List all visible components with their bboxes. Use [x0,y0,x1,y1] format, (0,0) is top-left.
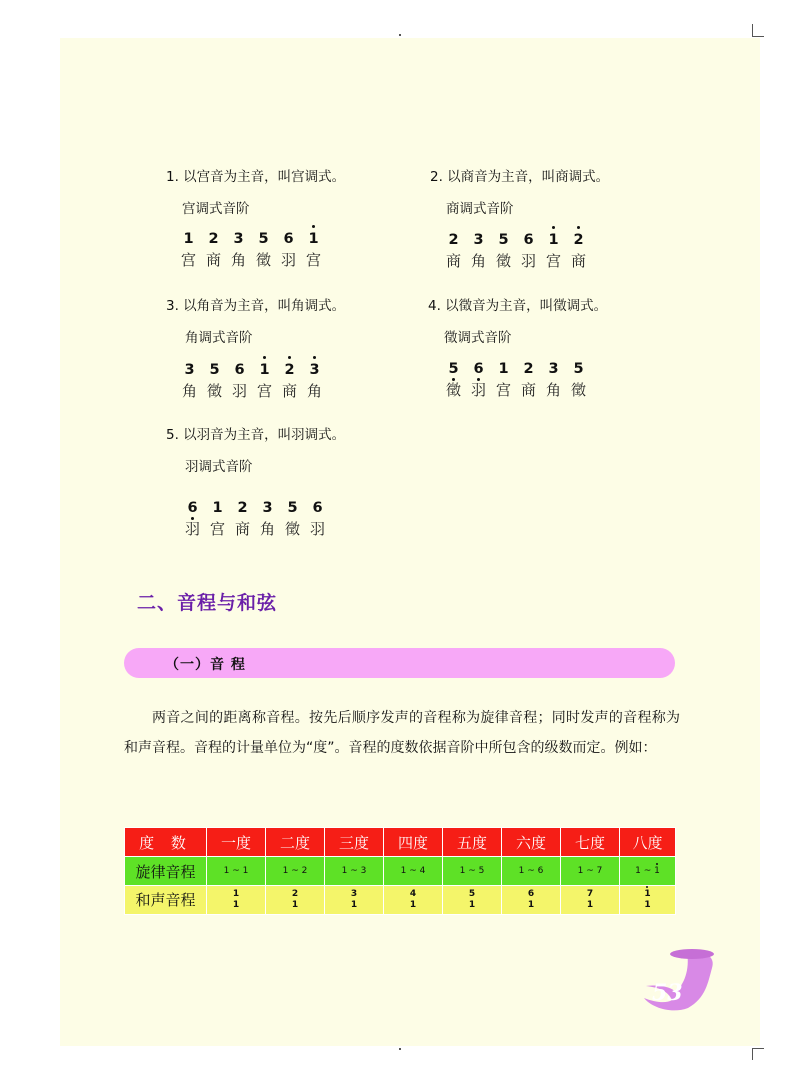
scale-degree [305,500,330,539]
note-name: 徵 [570,381,586,399]
interval-end-note: 3 [360,866,367,876]
harmonic-interval-cell [266,886,325,915]
crop-mark [752,1048,764,1049]
scale-degree [491,361,516,400]
harmonic-top-note: 2 [291,889,299,899]
degree-cell: 八度 [620,828,676,857]
mode-heading: 2. 以商音为主音，叫商调式。 [430,169,610,185]
scale-degree [177,362,202,401]
note-number: 2 [277,362,302,378]
melodic-label-cell: 旋律音程 [125,857,207,886]
scale-degree [541,232,566,271]
note-number: 3 [184,362,195,378]
note-number: 2 [523,361,534,377]
note-number: 5 [209,362,220,378]
mode-heading: 4. 以徵音为主音，叫徵调式。 [428,298,608,314]
interval-start-note: 1 [577,866,584,876]
interval-separator: ~ [465,866,479,876]
melodic-interval-cell [384,857,443,886]
note-number: 5 [287,500,298,516]
harmonic-bottom-note: 1 [350,900,358,910]
mode-heading: 3. 以角音为主音，叫角调式。 [166,298,346,314]
interval-end-note: 1 [654,866,660,876]
note-number: 3 [548,361,559,377]
melodic-interval-cell [266,857,325,886]
interval-start-note: 1 [518,866,525,876]
note-name: 羽 [470,381,486,399]
scale-notation [180,500,330,539]
mode-heading: 1. 以宫音为主音，叫宫调式。 [166,169,346,185]
note-number: 3 [473,232,484,248]
scale-degree [176,231,201,270]
note-number: 6 [312,500,323,516]
scale-degree [541,361,566,400]
note-number: 2 [566,232,591,248]
degree-cell: 三度 [325,828,384,857]
crop-mark [752,24,753,36]
scale-degree [280,500,305,539]
note-name: 宫 [495,381,511,399]
interval-separator: ~ [406,866,420,876]
interval-end-note: 4 [419,866,426,876]
scale-degree [276,231,301,270]
note-name: 角 [259,520,275,538]
degree-header-row [125,828,676,857]
note-name: 商 [520,381,536,399]
harmonic-bottom-note: 1 [644,900,651,910]
scale-notation [441,361,591,400]
section-title: 二、音程与和弦 [137,592,278,614]
harmonic-interval-cell [620,886,676,915]
harmonic-interval-cell [207,886,266,915]
harmonic-interval-cell [502,886,561,915]
scale-degree [301,231,326,270]
interval-end-note: 7 [596,866,603,876]
interval-separator: ~ [347,866,361,876]
harmonic-interval-cell [384,886,443,915]
melodic-interval-cell [325,857,384,886]
scale-degree [466,361,491,400]
scale-name: 宫调式音阶 [182,201,250,217]
degree-cell: 七度 [561,828,620,857]
note-number: 6 [283,231,294,247]
scale-degree [202,362,227,401]
note-name: 宫 [180,251,196,269]
melodic-interval-cell [620,857,676,886]
scale-degree [441,361,466,400]
subsection-label: （一）音 程 [165,657,246,673]
scale-degree [491,232,516,271]
note-number: 5 [573,361,584,377]
note-number: 6 [466,361,491,377]
note-number: 1 [541,232,566,248]
note-name: 宫 [209,520,225,538]
note-name: 角 [181,382,197,400]
interval-end-note: 2 [301,866,308,876]
body-paragraph: 两音之间的距离称音程。按先后顺序发声的音程称为旋律音程；同时发声的音程称为和声音程。音程的计量单位为“度”。音程的度数依据音阶中所包含的级数而定。例如： [124,710,680,756]
scale-degree [180,500,205,539]
melodic-interval-cell [207,857,266,886]
degree-cell: 四度 [384,828,443,857]
scale-degree [255,500,280,539]
degree-label-cell: 度 数 [125,828,207,857]
note-name: 羽 [184,520,200,538]
interval-table [124,827,676,915]
note-name: 徵 [445,381,461,399]
note-name: 徵 [255,251,271,269]
note-name: 商 [570,252,586,270]
interval-end-note: 1 [242,866,249,876]
note-number: 3 [302,362,327,378]
crop-mark [399,1048,401,1050]
interval-end-note: 5 [478,866,485,876]
scale-degree [302,362,327,401]
degree-cell: 五度 [443,828,502,857]
scale-degree [205,500,230,539]
note-name: 商 [234,520,250,538]
scale-degree [566,361,591,400]
note-number: 2 [448,232,459,248]
scale-degree [230,500,255,539]
note-number: 6 [234,362,245,378]
scale-degree [226,231,251,270]
interval-start-note: 1 [635,866,641,876]
scale-degree [441,232,466,271]
note-number: 1 [498,361,509,377]
note-number: 5 [498,232,509,248]
interval-end-note: 6 [537,866,544,876]
scale-name: 徵调式音阶 [444,330,512,346]
interval-start-note: 1 [400,866,407,876]
harmonic-interval-cell [561,886,620,915]
harmonic-top-note: 3 [350,889,358,899]
note-name: 徵 [284,520,300,538]
scale-notation [176,231,326,270]
harmonic-top-note: 7 [586,889,594,899]
scale-degree [466,232,491,271]
melodic-interval-cell [443,857,502,886]
degree-cell: 六度 [502,828,561,857]
harmonic-interval-cell [325,886,384,915]
scale-degree [566,232,591,271]
note-name: 宫 [305,251,321,269]
harmonic-top-note: 1 [644,889,651,899]
note-number: 6 [180,500,205,516]
note-name: 商 [281,382,297,400]
note-name: 羽 [280,251,296,269]
scale-degree [251,231,276,270]
note-number: 1 [183,231,194,247]
note-name: 商 [205,251,221,269]
subsection-bar [124,648,675,678]
scale-degree [201,231,226,270]
note-number: 6 [523,232,534,248]
degree-cell: 一度 [207,828,266,857]
scale-degree [252,362,277,401]
harmonic-interval-cell [443,886,502,915]
note-name: 角 [230,251,246,269]
scale-notation [177,362,327,401]
harmonic-top-note: 1 [232,889,240,899]
melodic-interval-row [125,857,676,886]
interval-start-note: 1 [282,866,289,876]
note-name: 羽 [231,382,247,400]
note-number: 5 [441,361,466,377]
harmonic-bottom-note: 1 [527,900,535,910]
note-number: 2 [208,231,219,247]
harmonic-interval-row [125,886,676,915]
note-name: 宫 [256,382,272,400]
note-number: 5 [258,231,269,247]
harmonic-label-cell: 和声音程 [125,886,207,915]
degree-cell: 二度 [266,828,325,857]
crop-mark [752,1048,753,1060]
note-name: 角 [545,381,561,399]
interval-separator: ~ [583,866,597,876]
note-name: 宫 [545,252,561,270]
note-name: 角 [470,252,486,270]
scale-degree [277,362,302,401]
note-number: 1 [212,500,223,516]
note-number: 3 [233,231,244,247]
mode-heading: 5. 以羽音为主音，叫羽调式。 [166,427,346,443]
harmonic-bottom-note: 1 [232,900,240,910]
harmonic-bottom-note: 1 [586,900,594,910]
scale-notation [441,232,591,271]
melodic-interval-cell [502,857,561,886]
harmonic-top-note: 6 [527,889,535,899]
scale-name: 羽调式音阶 [185,459,253,475]
note-number: 1 [252,362,277,378]
note-name: 商 [445,252,461,270]
note-name: 徵 [206,382,222,400]
interval-separator: ~ [229,866,243,876]
harmonic-top-note: 4 [409,889,417,899]
crop-mark [752,36,764,37]
note-name: 角 [306,382,322,400]
interval-start-note: 1 [459,866,466,876]
note-number: 2 [237,500,248,516]
scale-degree [227,362,252,401]
harmonic-top-note: 5 [468,889,476,899]
melodic-interval-cell [561,857,620,886]
interval-start-note: 1 [341,866,348,876]
note-name: 羽 [309,520,325,538]
harmonic-bottom-note: 1 [468,900,476,910]
interval-separator: ~ [640,866,655,876]
scale-degree [516,361,541,400]
note-number: 3 [262,500,273,516]
note-number: 1 [301,231,326,247]
interval-start-note: 1 [223,866,230,876]
scale-name: 角调式音阶 [185,330,253,346]
harmonic-bottom-note: 1 [291,900,299,910]
crop-mark [399,34,401,36]
note-name: 羽 [520,252,536,270]
note-name: 徵 [495,252,511,270]
interval-separator: ~ [288,866,302,876]
page-number: 53 [652,980,683,1006]
interval-separator: ~ [524,866,538,876]
harmonic-bottom-note: 1 [409,900,417,910]
scale-degree [516,232,541,271]
scale-name: 商调式音阶 [446,201,514,217]
